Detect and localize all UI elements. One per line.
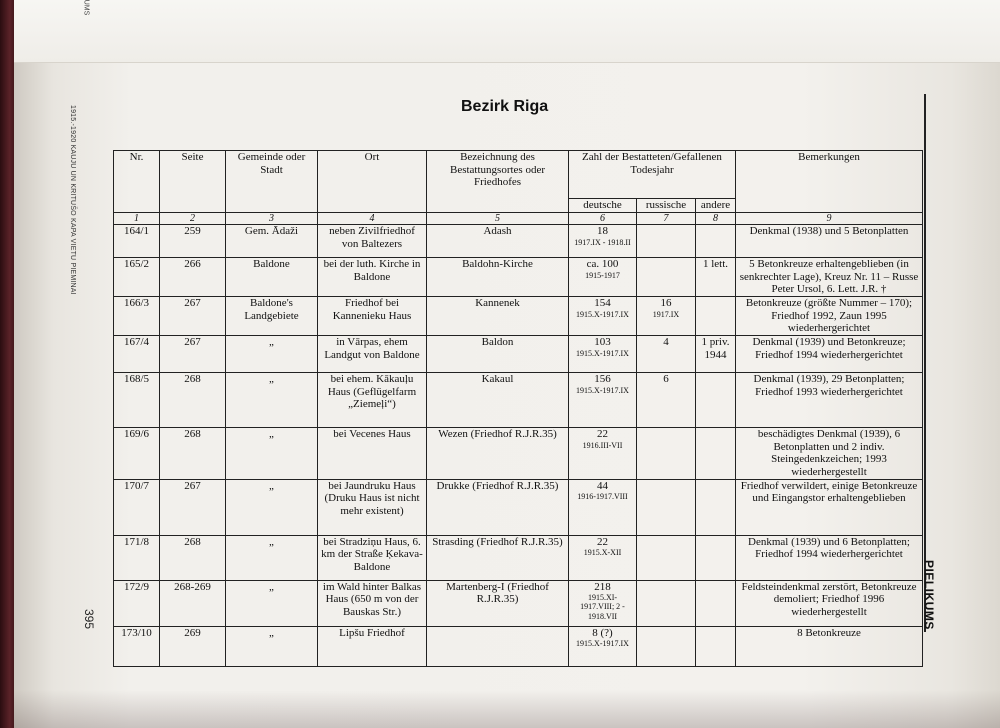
- cell-bemerkungen: 8 Betonkreuze: [736, 626, 923, 666]
- cell-bezeichnung: Drukke (Friedhof R.J.R.35): [427, 479, 569, 535]
- cell-ort: im Wald hinter Balkas Haus (650 m von der Bauskas Str.): [318, 580, 427, 626]
- table-row: [114, 479, 923, 535]
- cell-russische: [637, 372, 696, 427]
- table-row: [114, 427, 923, 479]
- cell-bezeichnung: Kakaul: [427, 372, 569, 427]
- margin-rule: [924, 94, 926, 632]
- table-row: [114, 335, 923, 372]
- year-deutsche: 1916-1917.VIII: [577, 492, 628, 502]
- cell-bezeichnung: [427, 626, 569, 666]
- cell-andere: [696, 626, 736, 666]
- count-deutsche: 22: [597, 427, 608, 440]
- side-title: PIELIKUMS: [922, 560, 936, 630]
- table-row: [114, 225, 923, 258]
- cell-russische: [637, 580, 696, 626]
- header-gemeinde: Gemeinde oder Stadt: [226, 151, 318, 213]
- cell-nr: 170/7: [114, 479, 160, 535]
- column-number: 8: [696, 212, 736, 225]
- corner-mark: UMS: [82, 0, 90, 16]
- cell-bemerkungen: 5 Betonkreuze erhaltengeblieben (in senkrechter Lage), Kreuz Nr. 11 – Russe Peter Ursol, 6. Lett. J.R. †: [736, 258, 923, 297]
- column-number: 2: [160, 212, 226, 225]
- header-ort: Ort: [318, 151, 427, 213]
- cell-deutsche: [569, 335, 637, 372]
- cell-seite: 266: [160, 258, 226, 297]
- year-deutsche: 1915.X-1917.IX: [576, 385, 629, 395]
- header-bezeichnung: Bezeichnung des Bestattungsortes oder Friedhofes: [427, 151, 569, 213]
- column-number: 9: [736, 212, 923, 225]
- column-number: 4: [318, 212, 427, 225]
- cell-nr: 171/8: [114, 535, 160, 580]
- cell-gemeinde: „: [226, 479, 318, 535]
- page-shadow: [14, 690, 1000, 728]
- count-deutsche: ca. 100: [586, 258, 619, 271]
- cemetery-table: [113, 150, 923, 667]
- cell-andere: 1 priv. 1944: [696, 335, 736, 372]
- cell-nr: 168/5: [114, 372, 160, 427]
- cell-andere: [696, 225, 736, 258]
- header-bemerkungen: Bemerkungen: [736, 151, 923, 213]
- cell-nr: 167/4: [114, 335, 160, 372]
- cell-gemeinde: Baldone: [226, 258, 318, 297]
- cell-andere: [696, 297, 736, 336]
- cell-nr: 173/10: [114, 626, 160, 666]
- cell-ort: bei der luth. Kirche in Baldone: [318, 258, 427, 297]
- header-deutsche: deutsche: [569, 199, 637, 213]
- table-row: [114, 535, 923, 580]
- facing-page-edge: [14, 0, 1000, 63]
- year-deutsche: 1917.IX - 1918.II: [574, 237, 631, 247]
- cell-bemerkungen: beschädigtes Denkmal (1939), 6 Betonplatten und 2 indiv. Steingedenkzeichen; 1993 wiederhergestellt: [736, 427, 923, 479]
- cell-deutsche: [569, 297, 637, 336]
- cell-deutsche: [569, 479, 637, 535]
- column-number-row: [114, 212, 923, 225]
- cell-gemeinde: „: [226, 372, 318, 427]
- year-deutsche: 1916.III-VII: [582, 440, 623, 450]
- cell-nr: 166/3: [114, 297, 160, 336]
- cell-andere: [696, 535, 736, 580]
- cell-russische: [637, 626, 696, 666]
- cell-seite: 267: [160, 297, 226, 336]
- cell-deutsche: [569, 258, 637, 297]
- cell-gemeinde: „: [226, 580, 318, 626]
- table-row: [114, 297, 923, 336]
- cell-bezeichnung: Strasding (Friedhof R.J.R.35): [427, 535, 569, 580]
- count-deutsche: 154: [594, 297, 611, 310]
- count-russische: 4: [663, 335, 669, 348]
- cell-deutsche: [569, 535, 637, 580]
- cell-bemerkungen: Friedhof verwildert, einige Betonkreuze und Eingangstor erhaltengeblieben: [736, 479, 923, 535]
- cell-russische: [637, 535, 696, 580]
- cell-bemerkungen: Betonkreuze (größte Nummer – 170); Friedhof 1992, Zaun 1995 wiederhergerichtet: [736, 297, 923, 336]
- cell-gemeinde: „: [226, 427, 318, 479]
- header-andere: andere: [696, 199, 736, 213]
- cell-seite: 259: [160, 225, 226, 258]
- cell-seite: 267: [160, 335, 226, 372]
- count-deutsche: 22: [597, 535, 608, 548]
- cell-seite: 268: [160, 427, 226, 479]
- cell-deutsche: [569, 626, 637, 666]
- cell-gemeinde: Baldone's Landgebiete: [226, 297, 318, 336]
- cell-bezeichnung: Kannenek: [427, 297, 569, 336]
- column-number: 7: [637, 212, 696, 225]
- cell-seite: 268: [160, 535, 226, 580]
- cell-bemerkungen: Denkmal (1939) und Betonkreuze; Friedhof 1994 wiederhergerichtet: [736, 335, 923, 372]
- count-russische: 16: [660, 297, 672, 310]
- cell-andere: [696, 580, 736, 626]
- running-head: 1915.-1920 KAUJU UN KRITUŠO KAPA VIETU PIEMINAI: [69, 105, 76, 295]
- cell-russische: [637, 258, 696, 297]
- cell-seite: 268: [160, 372, 226, 427]
- cell-russische: [637, 479, 696, 535]
- cell-gemeinde: „: [226, 626, 318, 666]
- year-russische: 1917.IX: [652, 309, 680, 319]
- cell-seite: 269: [160, 626, 226, 666]
- cell-bezeichnung: Baldohn-Kirche: [427, 258, 569, 297]
- cell-nr: 165/2: [114, 258, 160, 297]
- header-nr: Nr.: [114, 151, 160, 213]
- column-number: 3: [226, 212, 318, 225]
- cell-bezeichnung: Baldon: [427, 335, 569, 372]
- cell-bemerkungen: Denkmal (1939) und 6 Betonplatten; Friedhof 1994 wiederhergerichtet: [736, 535, 923, 580]
- year-deutsche: 1915.X-1917.IX: [576, 639, 629, 649]
- page-title: Bezirk Riga: [461, 98, 549, 115]
- cell-seite: 267: [160, 479, 226, 535]
- count-deutsche: 156: [594, 372, 611, 385]
- cell-russische: [637, 225, 696, 258]
- count-deutsche: 44: [597, 479, 608, 492]
- cell-bemerkungen: Denkmal (1938) und 5 Betonplatten: [736, 225, 923, 258]
- cell-nr: 169/6: [114, 427, 160, 479]
- year-deutsche: 1915.X-1917.IX: [576, 348, 629, 358]
- cell-deutsche: [569, 427, 637, 479]
- header-seite: Seite: [160, 151, 226, 213]
- cell-russische: [637, 297, 696, 336]
- cell-gemeinde: „: [226, 335, 318, 372]
- cell-russische: [637, 427, 696, 479]
- cell-ort: Lipšu Friedhof: [318, 626, 427, 666]
- cell-russische: [637, 335, 696, 372]
- cell-ort: bei Vecenes Haus: [318, 427, 427, 479]
- cell-ort: in Vārpas, ehem Landgut von Baldone: [318, 335, 427, 372]
- count-deutsche: 218: [594, 580, 611, 593]
- cell-bezeichnung: Wezen (Friedhof R.J.R.35): [427, 427, 569, 479]
- table-row: [114, 626, 923, 666]
- header-zahl: Zahl der Bestatteten/Gefallenen Todesjahr: [569, 151, 736, 199]
- cell-deutsche: [569, 580, 637, 626]
- cell-gemeinde: „: [226, 535, 318, 580]
- count-deutsche: 8 (?): [592, 626, 613, 639]
- cell-ort: bei Stradziņu Haus, 6. km der Straße Ķekava-Baldone: [318, 535, 427, 580]
- count-deutsche: 103: [594, 335, 611, 348]
- cell-bemerkungen: Denkmal (1939), 29 Betonplatten; Friedhof 1993 wiederhergerichtet: [736, 372, 923, 427]
- year-deutsche: 1915.XI-1917.VIII; 2 - 1918.VII: [580, 593, 625, 621]
- cell-deutsche: [569, 225, 637, 258]
- cell-seite: 268-269: [160, 580, 226, 626]
- table-row: [114, 258, 923, 297]
- year-deutsche: 1915.X-1917.IX: [576, 309, 629, 319]
- year-deutsche: 1915.X-XII: [583, 548, 622, 558]
- column-number: 6: [569, 212, 637, 225]
- cell-andere: [696, 372, 736, 427]
- cell-bezeichnung: Adash: [427, 225, 569, 258]
- cell-ort: bei Jaundruku Haus (Druku Haus ist nicht mehr existent): [318, 479, 427, 535]
- cell-nr: 164/1: [114, 225, 160, 258]
- table-row: [114, 580, 923, 626]
- cell-bemerkungen: Feldsteindenkmal zerstört, Betonkreuze demoliert; Friedhof 1996 wiederhergestellt: [736, 580, 923, 626]
- count-russische: 6: [663, 372, 669, 385]
- header-russische: russische: [637, 199, 696, 213]
- cell-deutsche: [569, 372, 637, 427]
- cell-gemeinde: Gem. Ādaži: [226, 225, 318, 258]
- cell-andere: [696, 479, 736, 535]
- year-deutsche: 1915-1917: [585, 270, 620, 280]
- cell-bezeichnung: Martenberg-I (Friedhof R.J.R.35): [427, 580, 569, 626]
- cell-ort: neben Zivilfriedhof von Baltezers: [318, 225, 427, 258]
- table-row: [114, 372, 923, 427]
- cell-nr: 172/9: [114, 580, 160, 626]
- column-number: 1: [114, 212, 160, 225]
- cell-andere: [696, 427, 736, 479]
- cell-ort: Friedhof bei Kannenieku Haus: [318, 297, 427, 336]
- page-number: 395: [82, 608, 97, 630]
- cell-andere: 1 lett.: [696, 258, 736, 297]
- cell-ort: bei ehem. Kākauļu Haus (Geflügelfarm „Ziemeļi“): [318, 372, 427, 427]
- column-number: 5: [427, 212, 569, 225]
- count-deutsche: 18: [597, 225, 608, 238]
